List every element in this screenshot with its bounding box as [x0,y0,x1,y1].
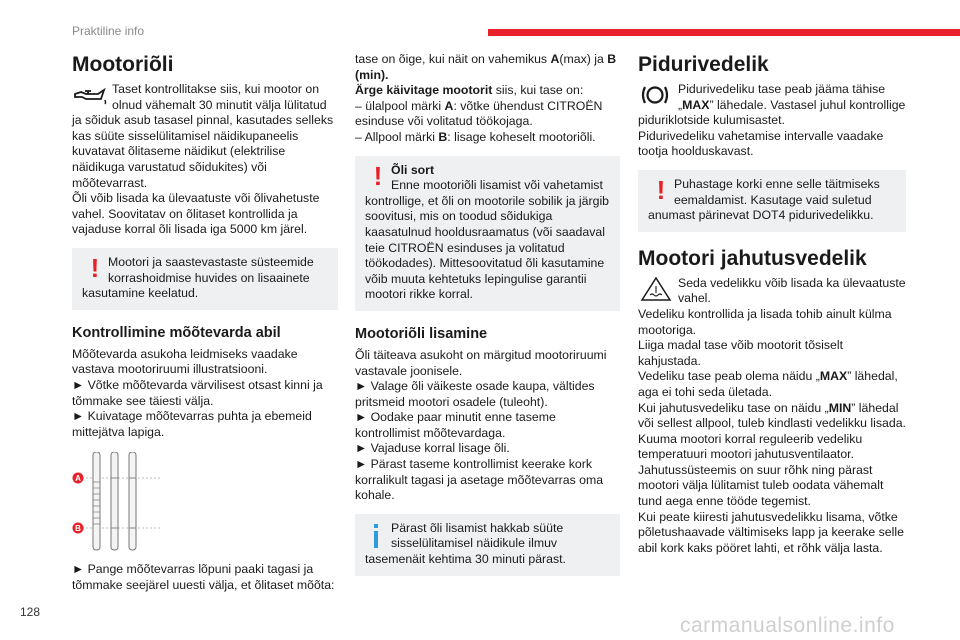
brake-fluid-icon [638,82,674,108]
column-oil-continued [355,52,620,576]
warning-icon: ! [656,174,666,205]
brake-fluid-text: Pidurivedeliku tase peab jääma tähise „MAX” lähedale. Vastasel juhul kontrollige piduriklotside kulumisastet. [638,82,906,128]
dipstick-label-b: B [75,524,81,534]
coolant-warning-icon [638,276,674,302]
adding-oil-step-3: ► Vajaduse korral lisage õli. [355,441,510,456]
oil-grade-warning-box [355,156,620,311]
coolant-low-level-text: Liiga madal tase võib mootorit tõsiselt kahjustada. [638,338,844,368]
column-engine-oil [72,52,338,593]
heading-engine-coolant: Mootori jahutusvedelik [638,246,867,270]
additive-warning-box [72,248,338,310]
dipstick-label-a: A [75,474,81,484]
column-fluids [638,52,906,556]
coolant-max-text: Vedeliku tase peab olema näidu „MAX” lähedal, aga ei tohi seda ületada. [638,369,898,399]
coolant-cold-engine-text: Vedeliku kontrollida ja lisada tohib ainult külma mootoriga. [638,306,892,337]
oil-grade-text: Enne mootoriõli lisamist või vahetamist kontrollige, et õli on mootorile sobilik ja järgib soovitusi, mis on toodud sõidukiga kaasatulnud hooldusraamatus (või saadaval teie CITROËN esinduses ja volitatud töökodades). Mittesoovitatud õli kasutamine võib muuta kehtetuks lepingulise garantii mootori rikke korral. [365,178,610,302]
coolant-fan-text: Kuuma mootori korral reguleerib vedeliku temperatuuri mootori jahutusventilaator. [638,431,863,462]
level-above-a-text: – ülalpool märki A: võtke ühendust CITROËN esinduse või volitatud töökojaga. [355,98,603,129]
page-number: 128 [20,605,41,619]
brake-fluid-warning-text: Puhastage korki enne selle täitmiseks eemaldamist. Kasutage vaid suletud anumast pärinevat DOT4 pidurivedelikku. [648,176,880,223]
running-head: Praktiline info [72,24,145,38]
heading-brake-fluid: Pidurivedelik [638,53,769,76]
brake-fluid-intro [638,82,906,129]
watermark: carmanualsonline.info [680,614,895,637]
do-not-start-warning: Ärge käivitage mootorit siis, kui tase on: [355,83,584,98]
coolant-intro-text: Seda vedelikku võib lisada ka ülevaatuste vahel. [678,275,906,306]
adding-oil-step-1: ► Valage õli väikeste osade kaupa, vältides pritsmeid mootori osadele (tuleoht). [355,379,595,409]
heading-dipstick-check: Kontrollimine mõõtevarda abil [72,324,281,341]
oil-grade-title: Õli sort [391,162,435,177]
oil-top-up-text: Õli võib lisada ka ülevaatuste või õlivahetuste vahel. Soovitatav on õlitaset kontrollida ja vajaduse korral õli lisada iga 5000 km järel. [72,191,320,237]
dipstick-step-3: ► Pange mõõtevarras lõpuni paaki tagasi ja tõmmake seejärel uuesti välja, et õlitaset mõõta: [72,562,335,592]
oil-level-range-text: tase on õige, kui näit on vahemikus A(max) ja B (min). [355,52,617,82]
warning-icon: ! [90,252,100,283]
adding-oil-step-2: ► Oodake paar minutit enne taseme kontrollimist mõõtevardaga. [355,410,556,440]
coolant-min-text: Kui jahutusvedeliku tase on näidu „MIN” lähedal või sellest allpool, tuleb kindlasti vedelikku lisada. [638,400,906,431]
oil-can-icon [72,82,108,108]
brake-fluid-warning-box [638,170,906,232]
oil-info-box [355,514,620,576]
dipstick-location-text: Mõõtevarda asukoha leidmiseks vaadake vastava mootoriruumi illustratsiooni. [72,346,298,377]
coolant-pressure-text: Jahutussüsteemis on suur rõhk ning pärast mootori välja lülitamist tuleb oodata vähemalt tund aega enne tööde tegemist. [638,462,884,509]
coolant-urgent-text: Kui peate kiiresti jahutusvedelikku lisama, võtke põletushaavade vältimiseks lapp ja keerake selle abil kork kaks pööret lahti, et rõhk välja lasta. [638,509,904,555]
dipstick-step-2: ► Kuivatage mõõtevarras puhta ja ebemeid mittejätva lapiga. [72,409,312,439]
info-icon [365,521,391,551]
oil-check-intro [72,82,338,191]
oil-info-text: Pärast õli lisamist hakkab süüte sisselülitamisel näidikule ilmuv tasemenäit kehtima 30 minuti pärast. [365,520,566,567]
section-accent-bar [488,29,960,36]
level-below-b-text: – Allpool märki B: lisage koheselt mootoriõli. [355,129,596,144]
adding-oil-step-4: ► Pärast taseme kontrollimist keerake kork korralikult tagasi ja asetage mõõtevarras oma kohale. [355,457,604,503]
oil-check-text: Taset kontrollitakse siis, kui mootor on olnud vähemalt 30 minutit välja lülitatud ja sõiduk asub tasasel pinnal, kasutades selleks kas süüte sisselülitamisel näidikupaneelis kuvatavat õlitaseme näidikut (elektrilise näidikuga varustatud sõidukites) või mõõtevarrast. [72,82,334,190]
dipstick-step-1: ► Võtke mõõtevarda värvilisest otsast kinni ja tõmmake see täiesti välja. [72,377,323,408]
coolant-intro [638,276,906,307]
filler-location-text: Õli täiteava asukoht on märgitud mootoriruumi vastavale joonisele. [355,347,607,378]
warning-icon: ! [373,160,383,191]
heading-adding-oil: Mootoriõli lisamine [355,325,488,342]
dipstick-illustration [72,452,338,552]
brake-fluid-interval-text: Pidurivedeliku vahetamise intervalle vaadake tootja hoolduskavast. [638,128,884,159]
additive-warning-text: Mootori ja saastevastaste süsteemide korrashoidmise huvides on lisaainete kasutamine keelatud. [82,254,314,301]
heading-engine-oil: Mootoriõli [72,53,174,76]
